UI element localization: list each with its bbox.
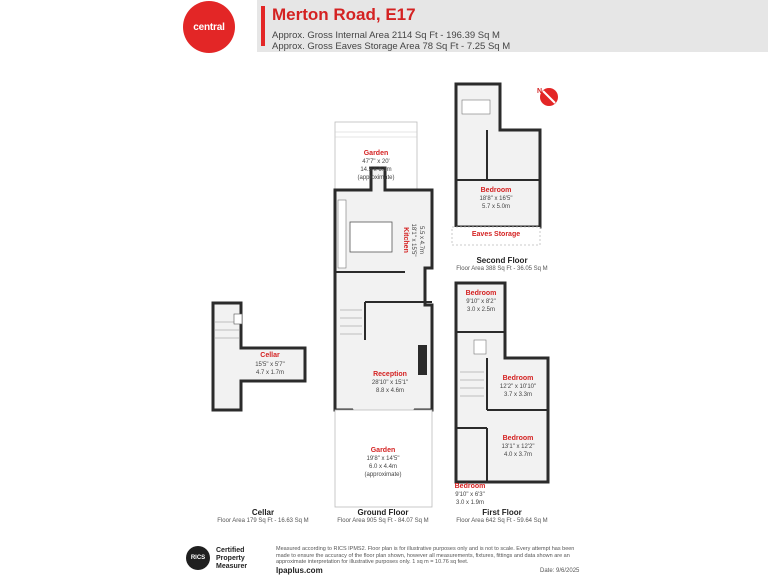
second-floor-title: Second Floor <box>476 256 528 265</box>
front-garden-label: Garden <box>370 447 396 454</box>
first-bedroom-4-label: Bedroom <box>454 483 486 490</box>
ground-floor-area: Floor Area 905 Sq Ft - 84.07 Sq M <box>337 518 429 524</box>
reception-label: Reception <box>373 371 407 378</box>
first-bedroom-1-label: Bedroom <box>465 290 497 297</box>
plan-date: Date: 9/6/2025 <box>540 568 580 574</box>
reception-dim-ft: 28'10" x 15'1" <box>371 380 409 386</box>
cellar-dim-m: 4.7 x 1.7m <box>255 370 285 376</box>
front-garden-dim-m: 6.0 x 4.4m <box>368 464 398 470</box>
front-garden-note: (approximate) <box>364 472 402 478</box>
first-bedroom-2-dim-ft: 12'2" x 10'10" <box>499 384 537 390</box>
svg-text:N: N <box>537 88 543 95</box>
rear-garden-note: (approximate) <box>357 175 395 181</box>
second-floor-area: Floor Area 388 Sq Ft - 36.05 Sq M <box>456 266 548 272</box>
first-bedroom-1-dim-ft: 9'10" x 8'2" <box>466 299 496 305</box>
gross-internal-area: Approx. Gross Internal Area 2114 Sq Ft - 196.39 Sq M <box>272 30 500 41</box>
kitchen-label: Kitchen <box>402 227 409 253</box>
first-bedroom-1-dim-m: 3.0 x 2.5m <box>466 307 496 313</box>
cellar-floor-area: Floor Area 179 Sq Ft - 16.63 Sq M <box>217 518 309 524</box>
first-floor-area: Floor Area 642 Sq Ft - 59.64 Sq M <box>456 518 548 524</box>
disclaimer-text: Measured according to RICS IPMS2. Floor plan is for illustrative purposes only and is not to scale. Every attempt has been made to ensure the accuracy of the floor plan shown, however all measurements, fixtures, fittings and data shown are an approximate interpretation for illustrative purposes only. 1 sq m = 10.76 sq feet. <box>276 546 575 565</box>
rics-mark-text: RICS <box>190 555 206 561</box>
rear-garden-label: Garden <box>363 150 389 157</box>
rear-garden-dim-m: 14.5 x 6.1m <box>360 167 392 173</box>
rics-logo-icon <box>186 546 210 570</box>
first-bedroom-3-label: Bedroom <box>502 435 534 442</box>
kitchen-dim-ft: 18'1" x 15'5" <box>410 223 416 257</box>
first-bedroom-4-dim-m: 3.0 x 1.9m <box>455 500 485 506</box>
first-floor-title: First Floor <box>482 508 522 517</box>
cellar-floor-title: Cellar <box>251 508 275 517</box>
second-bedroom-label: Bedroom <box>480 187 512 194</box>
eaves-storage-area: Approx. Gross Eaves Storage Area 78 Sq Ft - 7.25 Sq M <box>272 41 511 52</box>
first-bedroom-2-label: Bedroom <box>502 375 534 382</box>
north-arrow-icon <box>537 88 558 106</box>
website-link[interactable]: lpaplus.com <box>276 566 323 575</box>
cellar-room-label: Cellar <box>260 352 280 359</box>
first-bedroom-2-dim-m: 3.7 x 3.3m <box>503 392 533 398</box>
cellar-plan <box>213 303 305 410</box>
first-bedroom-3-dim-m: 4.0 x 3.7m <box>503 452 533 458</box>
front-garden-dim-ft: 19'8" x 14'5" <box>366 456 400 462</box>
rear-garden-dim-ft: 47'7" x 20' <box>362 159 390 165</box>
second-bedroom-dim-m: 5.7 x 5.0m <box>481 204 511 210</box>
first-bedroom-3-dim-ft: 13'1" x 12'2" <box>501 444 535 450</box>
cellar-dim-ft: 15'5" x 5'7" <box>255 362 285 368</box>
kitchen-dim-m: 5.5 x 4.7m <box>418 225 424 255</box>
eaves-storage-label: Eaves Storage <box>471 231 521 238</box>
rics-certified-label: Certified Property Measurer <box>216 547 248 570</box>
ground-floor-title: Ground Floor <box>357 508 409 517</box>
second-floor-plan <box>452 84 543 245</box>
first-bedroom-4-dim-ft: 9'10" x 6'3" <box>455 492 485 498</box>
property-title: Merton Road, E17 <box>272 5 416 24</box>
reception-dim-m: 8.8 x 4.6m <box>375 388 405 394</box>
logo-text: central <box>193 21 225 33</box>
second-bedroom-dim-ft: 18'8" x 16'5" <box>479 196 513 202</box>
